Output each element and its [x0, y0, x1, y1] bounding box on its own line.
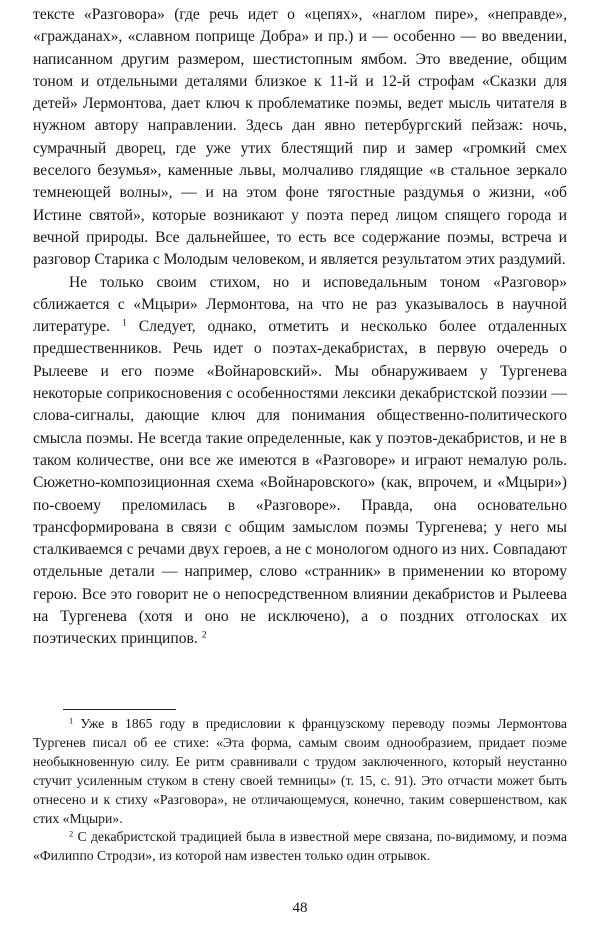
main-text [33, 4, 567, 651]
footnote-1-mark: 1 [69, 715, 74, 726]
footnote-separator [63, 709, 176, 710]
footnote-1-text: Уже в 1865 году в предисловии к французскому переводу поэмы Лермонтова Тургенев писал об ее стихе: «Эта форма, самым своим однообразием, придает поэме необыкновенную силу. Ее ритм сравнивали с трудом заключенного, который неустанно стучит усиленным стуком в стену своей темницы» (т. 15, с. 91). Это отчасти может быть отнесено и к стиху «Разговора», не отличающемуся, конечно, таким совершенством, как стих «Мцыри». [33, 716, 568, 826]
footnote-1 [33, 715, 567, 828]
footnote-ref-1: 1 [122, 317, 127, 329]
paragraph-2-part-a: Не только своим стихом, но и исповедальным тоном «Разговор» сближается с «Мцыри» Лермонтова, на что не раз указывалось в научной литературе. [33, 273, 567, 336]
paragraph-2-part-b: Следует, однако, отметить и несколько более отдаленных предшественников. Речь идет о поэтах-декабристах, в первую очередь о Рылееве и его поэме «Войнаровский». Мы обнаруживаем у Тургенева некоторые соприкосновения с особенностями лексики декабристской поэзии — слова-сигналы, дающие ключ для понимания общественно-политического смысла поэмы. Не всегда такие определенные, как у поэтов-декабристов, и не в таком количестве, они все же имеются в «Разговоре» и играют немалую роль. Сюжетно-композиционная схема «Войнаровского» (как, впрочем, и «Мцыри») по-своему преломилась в «Разговоре». Правда, она основательно трансформирована в связи с общим замыслом поэмы Тургенева; у него мы сталкиваемся с речами двух героев, а не с монологом одного из них. Совпадают отдельные детали — например, слово «странник» в применении ко второму герою. Все это говорит не о непосредственном влиянии декабристов и Рылеева на Тургенева (хотя и оно не исключено), а о поздних отголосках их поэтических принципов. [33, 318, 567, 648]
footnotes [33, 715, 567, 866]
footnote-ref-2: 2 [201, 630, 207, 641]
paragraph-2 [33, 272, 567, 651]
paragraph-1: тексте «Разговора» (где речь идет о «цепях», «наглом пире», «неправде», «гражданах», «славном поприще Добра» и пр.) и — особенно — во введении, написанном другим размером, шестистопным ямбом. Это введение, общим тоном и отдельными деталями близкое к 11-й и 12-й строфам «Сказки для детей» Лермонтова, дает ключ к проблематике поэмы, ведет мысль читателя в нужном автору направлении. Здесь дан явно петербургский пейзаж: ночь, сумрачный дворец, где уже утих блестящий пир и замер «громкий смех веселого безумья», каменные львы, молчаливо глядящие «в стальное зеркало темнеющей волны», — и на этом фоне тягостные раздумья о жизни, «об Истине святой», которые возникают у поэта перед лицом спящего города и вечной природы. Все дальнейшее, то есть все содержание поэмы, встреча и разговор Старика с Молодым человеком, и является результатом этих раздумий. [33, 6, 567, 269]
page-number: 48 [292, 900, 308, 916]
footnote-2-mark: 2 [69, 828, 74, 839]
footnote-2-text: С декабристской традицией была в известной мере связана, по-видимому, и поэма «Филиппо Стродзи», из которой нам известен только один отрывок. [33, 829, 567, 864]
footnote-2 [33, 828, 567, 866]
